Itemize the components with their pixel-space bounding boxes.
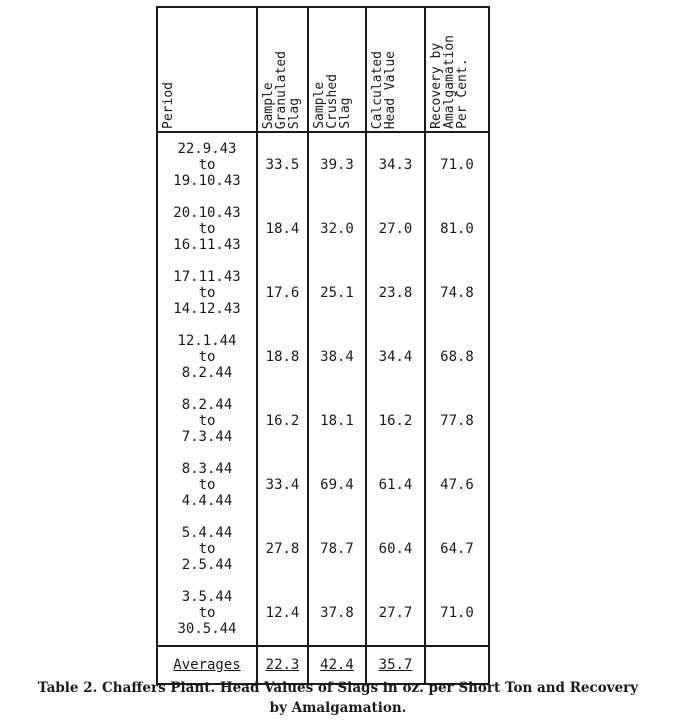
period-cell: [157, 197, 257, 261]
table-row: [157, 132, 489, 197]
head-values-table: [156, 6, 490, 685]
period-from: 12.1.44: [177, 333, 237, 349]
recovery-value: 68.8: [425, 325, 489, 389]
period-to: 8.2.44: [181, 365, 233, 381]
crushed-value: 32.0: [308, 197, 366, 261]
period-to-word: to: [198, 541, 216, 557]
granulated-value: 27.8: [257, 517, 308, 581]
header-head-value-label: Calculated Head Value: [370, 50, 398, 129]
table-row: [157, 453, 489, 517]
granulated-value: 18.8: [257, 325, 308, 389]
header-head-value: [366, 7, 425, 132]
period-cell: [157, 261, 257, 325]
period-to-word: to: [198, 413, 216, 429]
table-row: [157, 517, 489, 581]
period-to-word: to: [198, 605, 216, 621]
header-recovery-label: Recovery by Amalgamation Per Cent.: [429, 35, 470, 129]
period-to: 19.10.43: [173, 173, 241, 189]
recovery-value: 71.0: [425, 132, 489, 197]
header-period: [157, 7, 257, 132]
period-from: 17.11.43: [173, 269, 241, 285]
header-granulated: [257, 7, 308, 132]
recovery-value: 74.8: [425, 261, 489, 325]
caption-line-2: by Amalgamation.: [269, 700, 407, 716]
crushed-value: 37.8: [308, 581, 366, 646]
table-row: [157, 261, 489, 325]
period-cell: [157, 453, 257, 517]
caption-line-1: Table 2. Chaffers Plant. Head Values of Slags in oz. per Short Ton and Recovery: [37, 680, 639, 696]
head-value: 27.0: [366, 197, 425, 261]
period-from: 3.5.44: [181, 589, 233, 605]
header-crushed: [308, 7, 366, 132]
granulated-value: 33.4: [257, 453, 308, 517]
period-to-word: to: [198, 221, 216, 237]
crushed-value: 25.1: [308, 261, 366, 325]
granulated-value: 16.2: [257, 389, 308, 453]
header-crushed-label: Sample Crushed Slag: [312, 74, 353, 129]
head-value: 34.4: [366, 325, 425, 389]
granulated-value: 33.5: [257, 132, 308, 197]
granulated-value: 12.4: [257, 581, 308, 646]
avg-head-value: 35.7: [378, 657, 413, 673]
table-row: [157, 197, 489, 261]
crushed-value: 18.1: [308, 389, 366, 453]
head-value: 60.4: [366, 517, 425, 581]
period-cell: [157, 325, 257, 389]
recovery-value: 64.7: [425, 517, 489, 581]
period-to: 14.12.43: [173, 301, 241, 317]
period-to: 2.5.44: [181, 557, 233, 573]
head-value: 34.3: [366, 132, 425, 197]
period-from: 5.4.44: [181, 525, 233, 541]
crushed-value: 39.3: [308, 132, 366, 197]
period-to-word: to: [198, 285, 216, 301]
period-from: 8.3.44: [181, 461, 233, 477]
recovery-value: 81.0: [425, 197, 489, 261]
head-value: 16.2: [366, 389, 425, 453]
recovery-value: 71.0: [425, 581, 489, 646]
period-to-word: to: [198, 477, 216, 493]
table-caption: [0, 678, 676, 718]
granulated-value: 18.4: [257, 197, 308, 261]
period-cell: [157, 581, 257, 646]
period-cell: [157, 517, 257, 581]
table-row: [157, 581, 489, 646]
period-to-word: to: [198, 157, 216, 173]
granulated-value: 17.6: [257, 261, 308, 325]
head-value: 23.8: [366, 261, 425, 325]
header-granulated-label: Sample Granulated Slag: [261, 50, 302, 129]
table-body: [157, 132, 489, 646]
header-period-label: Period: [161, 82, 176, 129]
crushed-value: 78.7: [308, 517, 366, 581]
table-row: [157, 389, 489, 453]
crushed-value: 38.4: [308, 325, 366, 389]
table-header: [157, 7, 489, 132]
period-to: 4.4.44: [181, 493, 233, 509]
averages-label: Averages: [173, 657, 241, 673]
avg-crushed: 42.4: [320, 657, 354, 673]
period-cell: [157, 132, 257, 197]
header-recovery: [425, 7, 489, 132]
recovery-value: 47.6: [425, 453, 489, 517]
period-from: 22.9.43: [177, 141, 237, 157]
period-from: 20.10.43: [173, 205, 241, 221]
period-to: 7.3.44: [181, 429, 233, 445]
head-value: 27.7: [366, 581, 425, 646]
avg-granulated: 22.3: [265, 657, 300, 673]
header-row: [157, 7, 489, 132]
table-row: [157, 325, 489, 389]
period-cell: [157, 389, 257, 453]
recovery-value: 77.8: [425, 389, 489, 453]
period-to: 30.5.44: [177, 621, 237, 637]
period-to-word: to: [198, 349, 216, 365]
period-from: 8.2.44: [181, 397, 233, 413]
crushed-value: 69.4: [308, 453, 366, 517]
period-to: 16.11.43: [173, 237, 241, 253]
head-value: 61.4: [366, 453, 425, 517]
